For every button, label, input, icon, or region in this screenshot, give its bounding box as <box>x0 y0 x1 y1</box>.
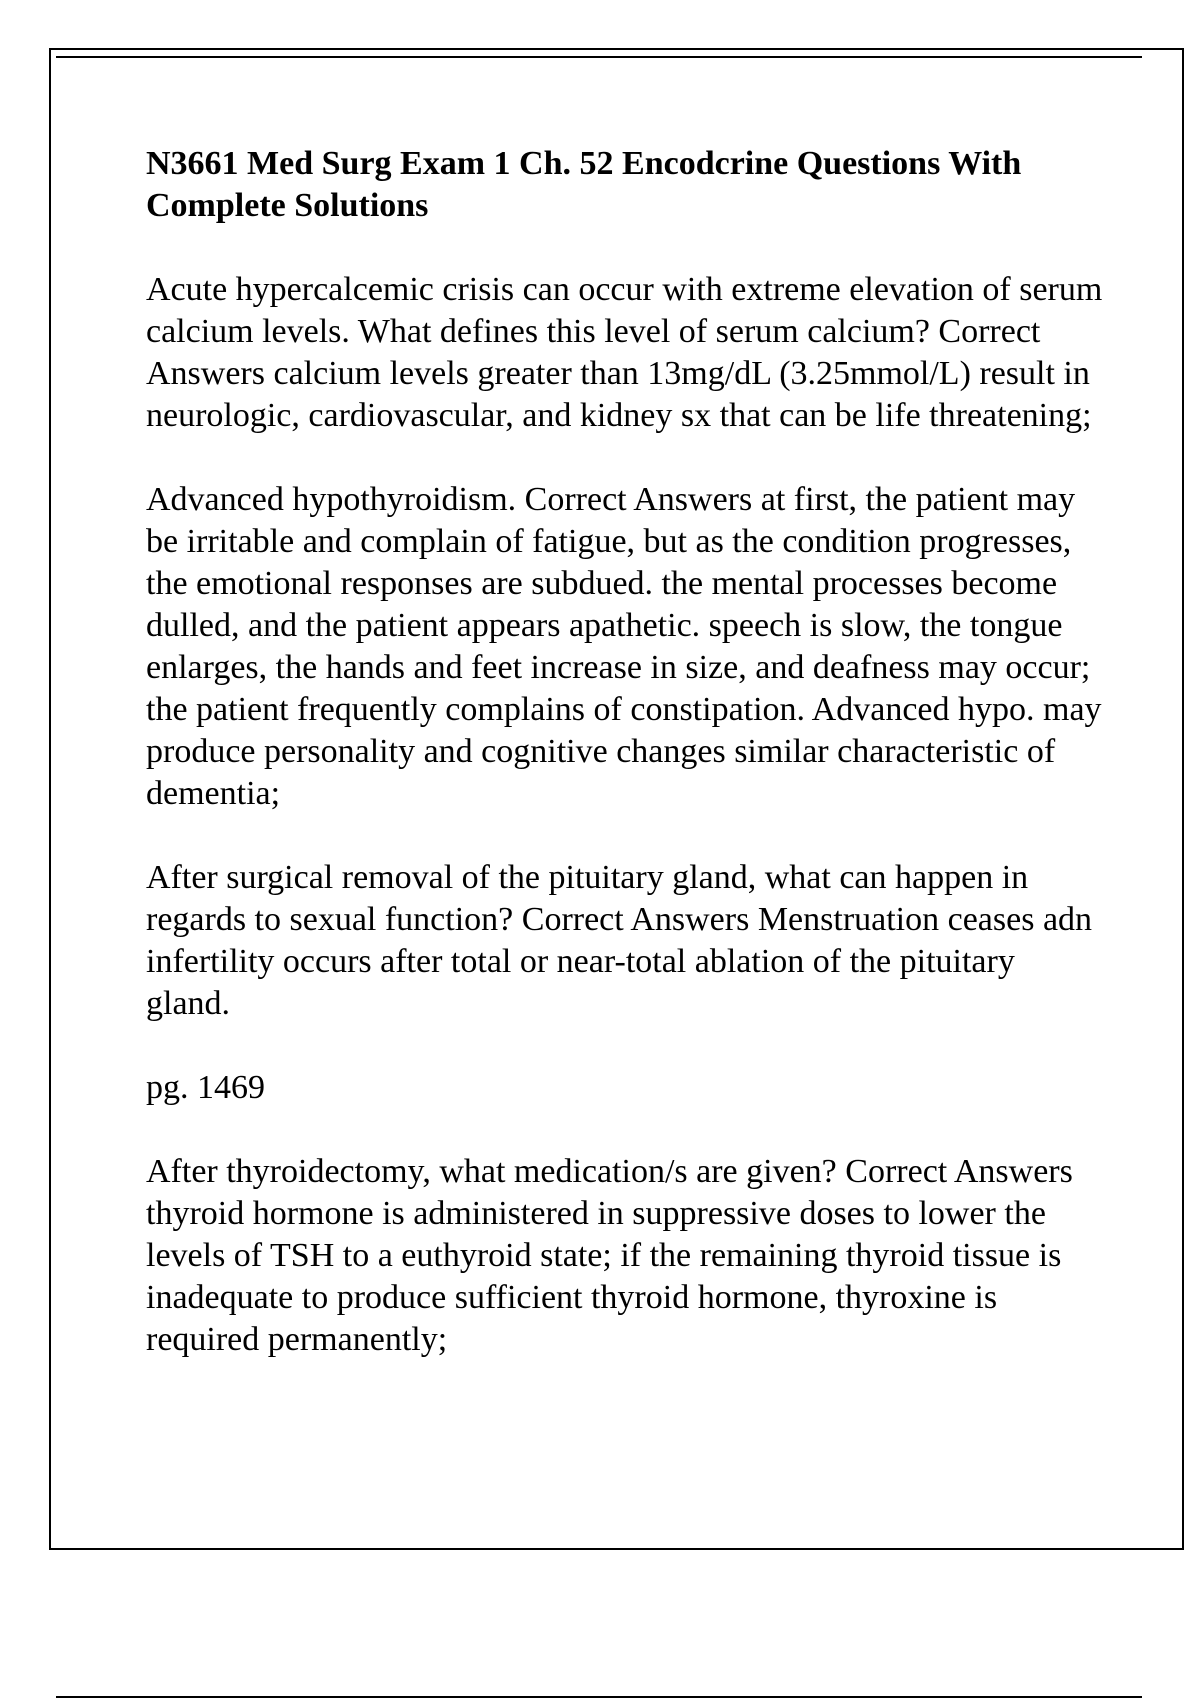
document-body <box>146 143 1106 1403</box>
paragraph-pituitary-removal: After surgical removal of the pituitary gland, what can happen in regards to sexual function? Correct Answers Menstruation ceases adn infertility occurs after total or near-total ablation of the pituitary gland. <box>146 859 1093 1022</box>
footer-rule <box>56 1696 1142 1698</box>
page-reference: pg. 1469 <box>146 1069 265 1106</box>
paragraph-hypercalcemic-crisis: Acute hypercalcemic crisis can occur with extreme elevation of serum calcium levels. What defines this level of serum calcium? Correct Answers calcium levels greater than 13mg/dL (3.25mmol/L) result in neurologic, cardiovascular, and kidney sx that can be life threatening; <box>146 271 1103 434</box>
paragraph-thyroidectomy-medication: After thyroidectomy, what medication/s are given? Correct Answers thyroid hormone is administered in suppressive doses to lower the levels of TSH to a euthyroid state; if the remaining thyroid tissue is inadequate to produce sufficient thyroid hormone, thyroxine is required permanently; <box>146 1153 1073 1358</box>
document-title: N3661 Med Surg Exam 1 Ch. 52 Encodcrine Questions With Complete Solutions <box>146 145 1022 224</box>
header-rule <box>56 56 1142 58</box>
paragraph-advanced-hypothyroidism: Advanced hypothyroidism. Correct Answers at first, the patient may be irritable and complain of fatigue, but as the condition progresses, the emotional responses are subdued. the mental processes become dulled, and the patient appears apathetic. speech is slow, the tongue enlarges, the hands and feet increase in size, and deafness may occur; the patient frequently complains of constipation. Advanced hypo. may produce personality and cognitive changes similar characteristic of dementia; <box>146 481 1102 812</box>
